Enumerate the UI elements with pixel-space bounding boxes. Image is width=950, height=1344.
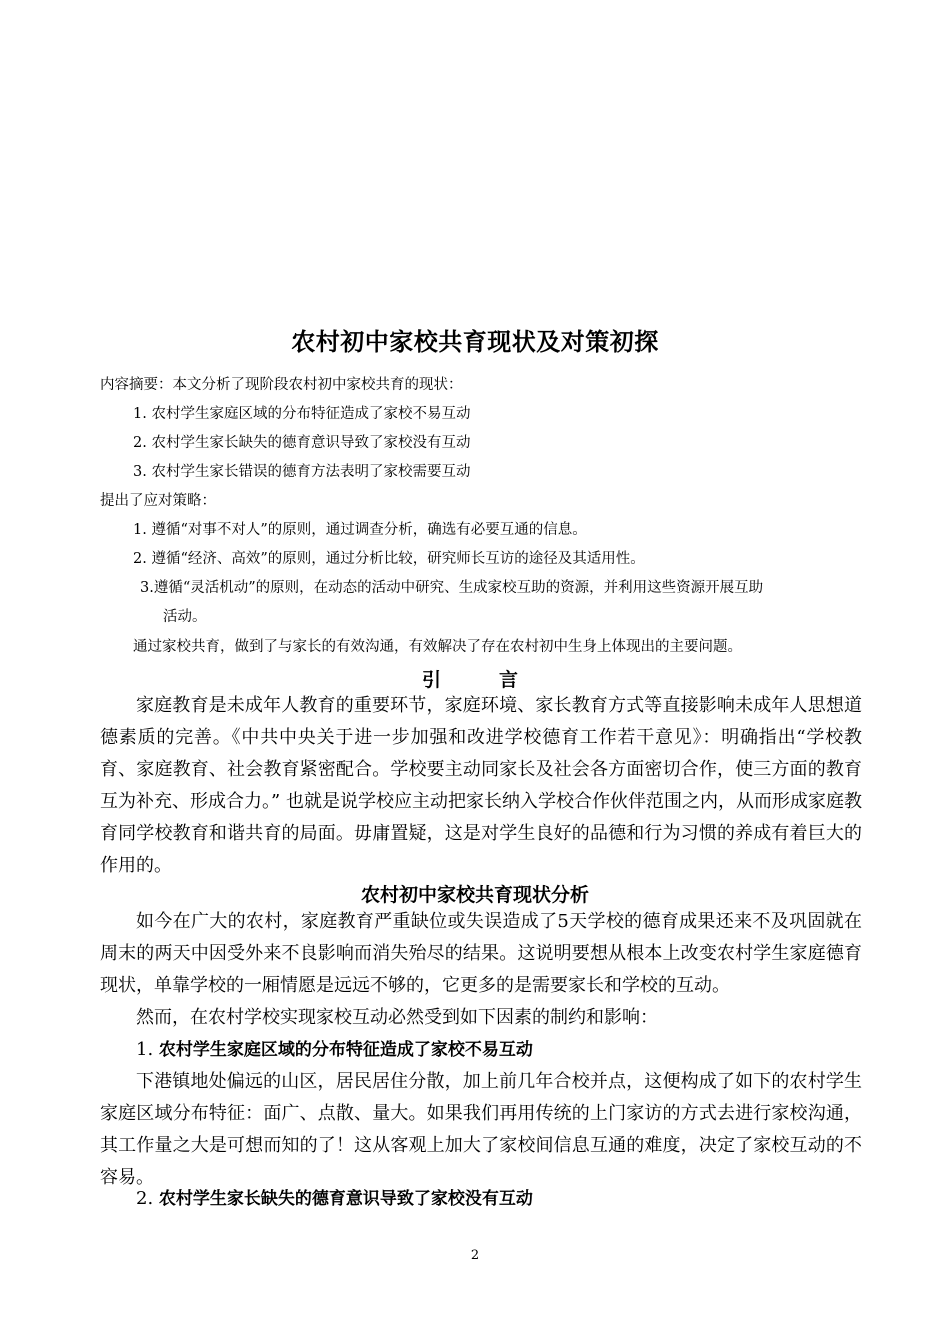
page-number: 2 [470, 1248, 480, 1263]
abstract-lead: 内容摘要：本文分析了现阶段农村初中家校共育的现状： [100, 377, 463, 393]
subheading-2 [136, 1183, 533, 1215]
analysis-paragraph-1: 如今在广大的农村，家庭教育严重缺位或失误造成了5天学校的德育成果还来不及巩固就在周末的两天中因受外来不良影响而消失殆尽的结果。这说明要想从根本上改变农村学生家庭德育现状，单靠学校的一厢情愿是远远不够的，它更多的是需要家长和学校的互动。 [100, 911, 862, 996]
analysis-paragraph-2: 然而，在农村学校实现家校互动必然受到如下因素的制约和影响： [136, 1007, 658, 1028]
subheading-1 [136, 1034, 533, 1066]
subheading-1-title: 农村学生家庭区域的分布特征造成了家校不易互动 [158, 1040, 533, 1060]
analysis-body-2 [100, 1066, 862, 1194]
abstract-conclusion: 通过家校共育，做到了与家长的有效沟通，有效解决了存在农村初中生身上体现出的主要问题。 [133, 639, 742, 655]
strategy-item-3: 3.遵循“灵活机动”的原则，在动态的活动中研究、生成家校互助的资源，并利用这些资源开展互助 [140, 580, 764, 596]
analysis-heading: 农村初中家校共育现状分析 [360, 884, 589, 906]
subheading-2-number: 2. [136, 1188, 154, 1209]
document-title: 农村初中家校共育现状及对策初探 [291, 328, 659, 356]
intro-paragraph: 家庭教育是未成年人教育的重要环节，家庭环境、家长教育方式等直接影响未成年人思想道德素质的完善。《中共中央关于进一步加强和改进学校德育工作若干意见》：明确指出“学校教育、家庭教育、社会教育紧密配合。学校要主动同家长及社会各方面密切合作，使三方面的教育互为补充、形成合力。” 也就是说学校应主动把家长纳入学校合作伙伴范围之内，从而形成家庭教育同学校教育和谐共育的局面。毋庸置疑，这是对学生良好的品德和行为习惯的养成有着巨大的作用的。 [100, 695, 862, 876]
analysis-paragraph-3: 下港镇地处偏远的山区，居民居住分散，加上前几年合校并点，这便构成了如下的农村学生家庭区域分布特征：面广、点散、量大。如果我们再用传统的上门家访的方式去进行家校沟通，其工作量之大是可想而知的了！这从客观上加大了家校间信息互通的难度，决定了家校互动的不容易。 [100, 1071, 862, 1188]
status-item-1: 1. 农村学生家庭区域的分布特征造成了家校不易互动 [133, 406, 471, 422]
strategy-lead: 提出了应对策略： [100, 493, 216, 509]
intro-heading: 引言 [421, 669, 576, 691]
intro-body [100, 690, 862, 882]
subheading-1-number: 1. [136, 1039, 154, 1060]
status-item-2: 2. 农村学生家长缺失的德育意识导致了家校没有互动 [133, 435, 471, 451]
subheading-2-title: 农村学生家长缺失的德育意识导致了家校没有互动 [158, 1189, 533, 1209]
strategy-item-2: 2. 遵循“经济、高效”的原则，通过分析比较，研究师长互访的途径及其适用性。 [133, 551, 645, 567]
analysis-body [100, 906, 862, 1034]
status-item-3: 3. 农村学生家长错误的德育方法表明了家校需要互动 [133, 464, 471, 480]
strategy-item-1: 1. 遵循“对事不对人”的原则，通过调查分析，确选有必要互通的信息。 [133, 522, 587, 538]
strategy-item-3-continued: 活动。 [163, 609, 207, 625]
